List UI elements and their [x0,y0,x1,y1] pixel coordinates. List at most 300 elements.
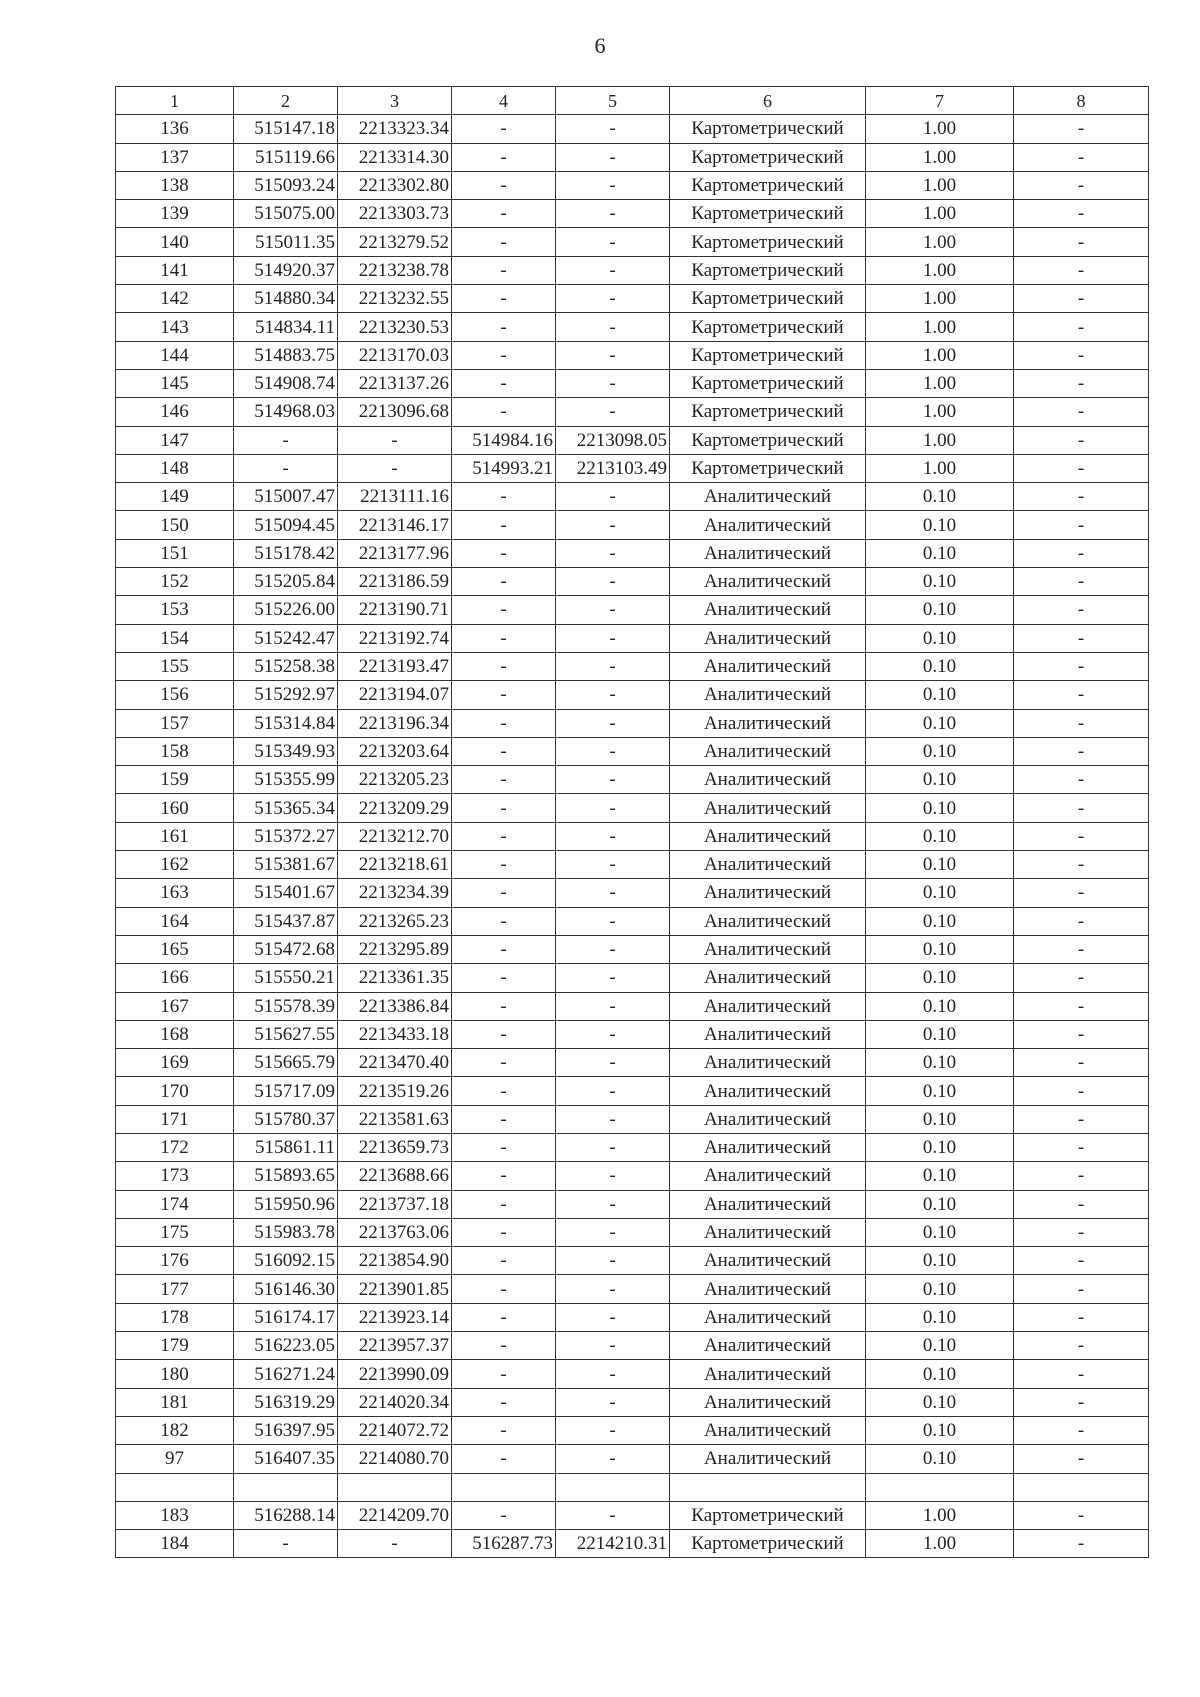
cell-new-y: - [556,341,670,369]
cell-description: - [1014,115,1149,143]
table-row [116,313,1149,341]
table-row [116,539,1149,567]
cell-method: Аналитический [670,1049,866,1077]
cell-point-number: 158 [116,737,234,765]
cell-method: Аналитический [670,1388,866,1416]
cell-method: Аналитический [670,1360,866,1388]
cell-existing-x: 515861.11 [234,1133,338,1161]
cell-existing-x: 516407.35 [234,1445,338,1473]
cell-precision: 1.00 [866,256,1014,284]
cell-point-number: 178 [116,1303,234,1331]
header-cell: 1 [116,87,234,115]
cell-new-x: - [452,1445,556,1473]
cell-new-y: - [556,935,670,963]
cell-existing-x: 514883.75 [234,341,338,369]
header-cell: 2 [234,87,338,115]
cell-method: Картометрический [670,426,866,454]
table-row [116,907,1149,935]
cell-new-x: - [452,624,556,652]
cell-precision: 0.10 [866,794,1014,822]
cell-new-y: 2214210.31 [556,1530,670,1558]
cell-point-number: 179 [116,1332,234,1360]
cell-new-x: - [452,568,556,596]
cell-existing-y: 2213295.89 [338,935,452,963]
cell-precision: 0.10 [866,1303,1014,1331]
cell-point-number: 176 [116,1247,234,1275]
cell-new-x: - [452,1303,556,1331]
cell-new-x: - [452,539,556,567]
cell-description: - [1014,1077,1149,1105]
cell-precision: 0.10 [866,992,1014,1020]
cell-point-number: 152 [116,568,234,596]
cell-description: - [1014,341,1149,369]
cell-point-number: 150 [116,511,234,539]
cell-new-x: - [452,398,556,426]
cell-existing-y: 2213212.70 [338,822,452,850]
cell-existing-y: 2213096.68 [338,398,452,426]
cell-description: - [1014,285,1149,313]
cell-method: Аналитический [670,1105,866,1133]
coordinates-table [115,86,1149,1558]
table-row [116,143,1149,171]
cell-precision: 0.10 [866,879,1014,907]
cell-description: - [1014,1332,1149,1360]
cell-description: - [1014,1501,1149,1529]
cell-description: - [1014,652,1149,680]
cell-new-y: - [556,313,670,341]
cell-method: Картометрический [670,369,866,397]
cell-existing-x: 514920.37 [234,256,338,284]
cell-existing-y: - [338,426,452,454]
cell-existing-x: 515401.67 [234,879,338,907]
cell-existing-y: 2213196.34 [338,709,452,737]
cell-existing-y: 2213234.39 [338,879,452,907]
cell-precision: 0.10 [866,1020,1014,1048]
cell-description: - [1014,879,1149,907]
table-row [116,369,1149,397]
cell-new-y: - [556,1501,670,1529]
cell-existing-y: 2213314.30 [338,143,452,171]
cell-method: Картометрический [670,1530,866,1558]
cell-new-y: - [556,511,670,539]
cell-precision: 1.00 [866,369,1014,397]
cell-method: Картометрический [670,398,866,426]
cell-description: - [1014,1275,1149,1303]
cell-existing-y: 2214080.70 [338,1445,452,1473]
cell-existing-y: 2213265.23 [338,907,452,935]
cell-existing-y: 2213901.85 [338,1275,452,1303]
table-row [116,794,1149,822]
cell-method: Аналитический [670,1303,866,1331]
cell-new-y: - [556,1105,670,1133]
cell-new-y: - [556,539,670,567]
cell-new-y: - [556,1275,670,1303]
cell-existing-y: - [338,1530,452,1558]
cell-precision: 0.10 [866,766,1014,794]
cell-description: - [1014,1360,1149,1388]
table-row [116,1162,1149,1190]
cell-new-x: - [452,1360,556,1388]
cell-existing-x: 515627.55 [234,1020,338,1048]
cell-new-y: - [556,766,670,794]
cell-point-number: 157 [116,709,234,737]
cell-method: Аналитический [670,794,866,822]
cell-new-x: - [452,1133,556,1161]
cell-new-y: - [556,964,670,992]
table-row [116,1105,1149,1133]
cell-existing-x: 515550.21 [234,964,338,992]
table-row [116,1218,1149,1246]
table-row [116,1190,1149,1218]
cell-existing-x: 515094.45 [234,511,338,539]
table-row [116,1303,1149,1331]
cell-description: - [1014,1105,1149,1133]
cell-point-number: 148 [116,454,234,482]
cell-new-y: - [556,1162,670,1190]
table-row [116,285,1149,313]
cell-new-x: - [452,1049,556,1077]
cell-point-number: 136 [116,115,234,143]
cell-new-y: - [556,1020,670,1048]
cell-description: - [1014,568,1149,596]
cell-existing-x: 514834.11 [234,313,338,341]
cell-point-number: 170 [116,1077,234,1105]
cell-precision: 0.10 [866,1388,1014,1416]
cell-method: Картометрический [670,341,866,369]
cell-precision: 1.00 [866,285,1014,313]
cell-new-y: - [556,1077,670,1105]
cell-method: Аналитический [670,1190,866,1218]
cell-existing-y: 2213146.17 [338,511,452,539]
table-row [116,1247,1149,1275]
cell-precision: 1.00 [866,426,1014,454]
cell-new-y: 2213098.05 [556,426,670,454]
cell-existing-x: 514968.03 [234,398,338,426]
cell-existing-x: 515983.78 [234,1218,338,1246]
cell-description: - [1014,1020,1149,1048]
table-row [116,1077,1149,1105]
cell-point-number: 142 [116,285,234,313]
cell-existing-y: 2213990.09 [338,1360,452,1388]
cell-new-y: - [556,171,670,199]
cell-precision: 0.10 [866,1332,1014,1360]
table-row [116,511,1149,539]
cell-existing-y: 2213659.73 [338,1133,452,1161]
cell-point-number: 181 [116,1388,234,1416]
cell-precision: 0.10 [866,568,1014,596]
cell-precision: 0.10 [866,822,1014,850]
cell-point-number: 168 [116,1020,234,1048]
cell-description: - [1014,539,1149,567]
cell-existing-x: 515472.68 [234,935,338,963]
cell-new-y: - [556,568,670,596]
cell-existing-y: 2213218.61 [338,851,452,879]
cell-method: Аналитический [670,1247,866,1275]
cell-new-x: - [452,483,556,511]
cell-new-x: 514993.21 [452,454,556,482]
cell-existing-x: 516319.29 [234,1388,338,1416]
cell-new-x: - [452,681,556,709]
cell-new-y: - [556,822,670,850]
cell-new-x: - [452,1388,556,1416]
cell-existing-y: 2214209.70 [338,1501,452,1529]
cell-method: Аналитический [670,1445,866,1473]
cell-method: Аналитический [670,935,866,963]
header-cell: 8 [1014,87,1149,115]
cell-method: Аналитический [670,1133,866,1161]
cell-new-x: - [452,1077,556,1105]
cell-method: Картометрический [670,143,866,171]
cell-existing-y: 2213854.90 [338,1247,452,1275]
cell-new-y: - [556,681,670,709]
cell-existing-x: 515314.84 [234,709,338,737]
cell-existing-x: 515349.93 [234,737,338,765]
cell-point-number: 145 [116,369,234,397]
cell-new-x: - [452,935,556,963]
cell-description [1014,1473,1149,1501]
cell-new-y: - [556,851,670,879]
cell-new-x: 514984.16 [452,426,556,454]
cell-method: Аналитический [670,652,866,680]
cell-new-y: - [556,709,670,737]
cell-precision: 0.10 [866,709,1014,737]
cell-new-y: - [556,228,670,256]
cell-precision: 0.10 [866,737,1014,765]
cell-new-x: - [452,907,556,935]
cell-new-y: - [556,624,670,652]
cell-new-y: - [556,1190,670,1218]
cell-existing-x: 515242.47 [234,624,338,652]
cell-point-number: 97 [116,1445,234,1473]
cell-method: Картометрический [670,228,866,256]
table-row [116,1360,1149,1388]
cell-description: - [1014,1190,1149,1218]
cell-new-x: - [452,313,556,341]
cell-description: - [1014,313,1149,341]
cell-new-y: - [556,1332,670,1360]
cell-precision: 0.10 [866,511,1014,539]
cell-point-number: 180 [116,1360,234,1388]
cell-existing-y: 2213232.55 [338,285,452,313]
cell-point-number: 175 [116,1218,234,1246]
cell-new-x: - [452,794,556,822]
cell-description: - [1014,1049,1149,1077]
table-row [116,879,1149,907]
table-row [116,822,1149,850]
cell-precision: 0.10 [866,681,1014,709]
cell-new-y: - [556,1416,670,1444]
cell-description: - [1014,426,1149,454]
cell-method: Аналитический [670,737,866,765]
cell-new-x: - [452,143,556,171]
cell-point-number: 164 [116,907,234,935]
cell-point-number: 149 [116,483,234,511]
cell-new-x: - [452,851,556,879]
cell-existing-x: 515437.87 [234,907,338,935]
cell-new-y: - [556,794,670,822]
cell-existing-y: 2213177.96 [338,539,452,567]
cell-description: - [1014,1247,1149,1275]
cell-existing-x: 516174.17 [234,1303,338,1331]
table-row [116,1501,1149,1529]
cell-existing-x [234,1473,338,1501]
cell-existing-x: 515226.00 [234,596,338,624]
cell-existing-x: 515258.38 [234,652,338,680]
cell-existing-x: 515950.96 [234,1190,338,1218]
cell-new-x: - [452,228,556,256]
cell-new-y: - [556,1360,670,1388]
cell-description: - [1014,454,1149,482]
cell-new-x [452,1473,556,1501]
cell-point-number: 156 [116,681,234,709]
table-row [116,652,1149,680]
cell-point-number: 137 [116,143,234,171]
cell-new-x: - [452,511,556,539]
table-row [116,1275,1149,1303]
cell-method: Аналитический [670,483,866,511]
cell-new-y: - [556,483,670,511]
cell-existing-x: 515372.27 [234,822,338,850]
cell-existing-y: 2214072.72 [338,1416,452,1444]
cell-point-number: 173 [116,1162,234,1190]
cell-precision: 0.10 [866,539,1014,567]
cell-precision: 0.10 [866,964,1014,992]
cell-description: - [1014,1162,1149,1190]
cell-method: Аналитический [670,1077,866,1105]
cell-new-y: - [556,992,670,1020]
cell-description: - [1014,483,1149,511]
cell-method: Аналитический [670,1275,866,1303]
cell-existing-x: 515292.97 [234,681,338,709]
cell-new-x: - [452,1162,556,1190]
cell-new-y: - [556,285,670,313]
cell-precision: 0.10 [866,1190,1014,1218]
cell-precision: 0.10 [866,1049,1014,1077]
cell-existing-y: 2213192.74 [338,624,452,652]
cell-existing-y: 2213205.23 [338,766,452,794]
cell-new-y: - [556,143,670,171]
cell-precision: 1.00 [866,200,1014,228]
cell-point-number: 160 [116,794,234,822]
cell-precision: 1.00 [866,1501,1014,1529]
table-row [116,568,1149,596]
cell-new-x: - [452,1190,556,1218]
page-number: 6 [594,33,606,58]
cell-existing-x: 514908.74 [234,369,338,397]
table-row [116,964,1149,992]
cell-description: - [1014,1530,1149,1558]
cell-existing-x: - [234,1530,338,1558]
table-row [116,596,1149,624]
cell-precision: 0.10 [866,483,1014,511]
cell-existing-x: 515893.65 [234,1162,338,1190]
cell-new-x: - [452,1247,556,1275]
cell-description: - [1014,992,1149,1020]
cell-existing-x: 515093.24 [234,171,338,199]
cell-method: Аналитический [670,1162,866,1190]
cell-existing-x: 515007.47 [234,483,338,511]
cell-description: - [1014,398,1149,426]
cell-existing-y: 2213190.71 [338,596,452,624]
cell-new-x: - [452,1020,556,1048]
table-row [116,115,1149,143]
cell-description: - [1014,935,1149,963]
cell-point-number: 166 [116,964,234,992]
cell-description: - [1014,1218,1149,1246]
cell-new-x: - [452,1218,556,1246]
cell-method: Картометрический [670,285,866,313]
cell-new-x: - [452,596,556,624]
cell-description: - [1014,709,1149,737]
cell-method: Аналитический [670,992,866,1020]
cell-existing-x: 515717.09 [234,1077,338,1105]
cell-point-number [116,1473,234,1501]
cell-existing-x: 515075.00 [234,200,338,228]
cell-existing-x: - [234,426,338,454]
cell-existing-y: 2213302.80 [338,171,452,199]
cell-method: Картометрический [670,256,866,284]
cell-new-y: - [556,398,670,426]
cell-new-x: - [452,964,556,992]
cell-existing-y: 2213519.26 [338,1077,452,1105]
cell-new-y: - [556,652,670,680]
cell-point-number: 169 [116,1049,234,1077]
cell-method: Аналитический [670,568,866,596]
cell-existing-y: 2213433.18 [338,1020,452,1048]
cell-point-number: 162 [116,851,234,879]
cell-description: - [1014,256,1149,284]
cell-new-x: - [452,285,556,313]
cell-new-y: - [556,596,670,624]
cell-precision: 0.10 [866,652,1014,680]
cell-existing-x: 514880.34 [234,285,338,313]
table-row [116,1388,1149,1416]
cell-method: Аналитический [670,511,866,539]
cell-point-number: 138 [116,171,234,199]
table-row [116,426,1149,454]
cell-existing-x: 515011.35 [234,228,338,256]
cell-precision: 0.10 [866,1133,1014,1161]
cell-existing-y: 2213688.66 [338,1162,452,1190]
table-row [116,454,1149,482]
cell-description: - [1014,964,1149,992]
table-body [116,115,1149,1558]
cell-existing-y: 2213470.40 [338,1049,452,1077]
cell-method: Аналитический [670,1332,866,1360]
cell-existing-y: 2213238.78 [338,256,452,284]
cell-new-y: - [556,907,670,935]
cell-point-number: 147 [116,426,234,454]
cell-new-y: - [556,879,670,907]
cell-new-x: - [452,200,556,228]
cell-precision: 0.10 [866,1416,1014,1444]
table-row [116,709,1149,737]
cell-new-y: - [556,1218,670,1246]
cell-point-number: 141 [116,256,234,284]
table-row [116,1416,1149,1444]
cell-precision: 0.10 [866,1162,1014,1190]
cell-new-y: - [556,737,670,765]
header-cell: 5 [556,87,670,115]
cell-existing-y: 2213230.53 [338,313,452,341]
cell-description: - [1014,1416,1149,1444]
cell-point-number: 161 [116,822,234,850]
cell-point-number: 183 [116,1501,234,1529]
cell-existing-x: 515365.34 [234,794,338,822]
cell-method: Аналитический [670,851,866,879]
cell-existing-y: 2213737.18 [338,1190,452,1218]
cell-existing-y: 2213137.26 [338,369,452,397]
